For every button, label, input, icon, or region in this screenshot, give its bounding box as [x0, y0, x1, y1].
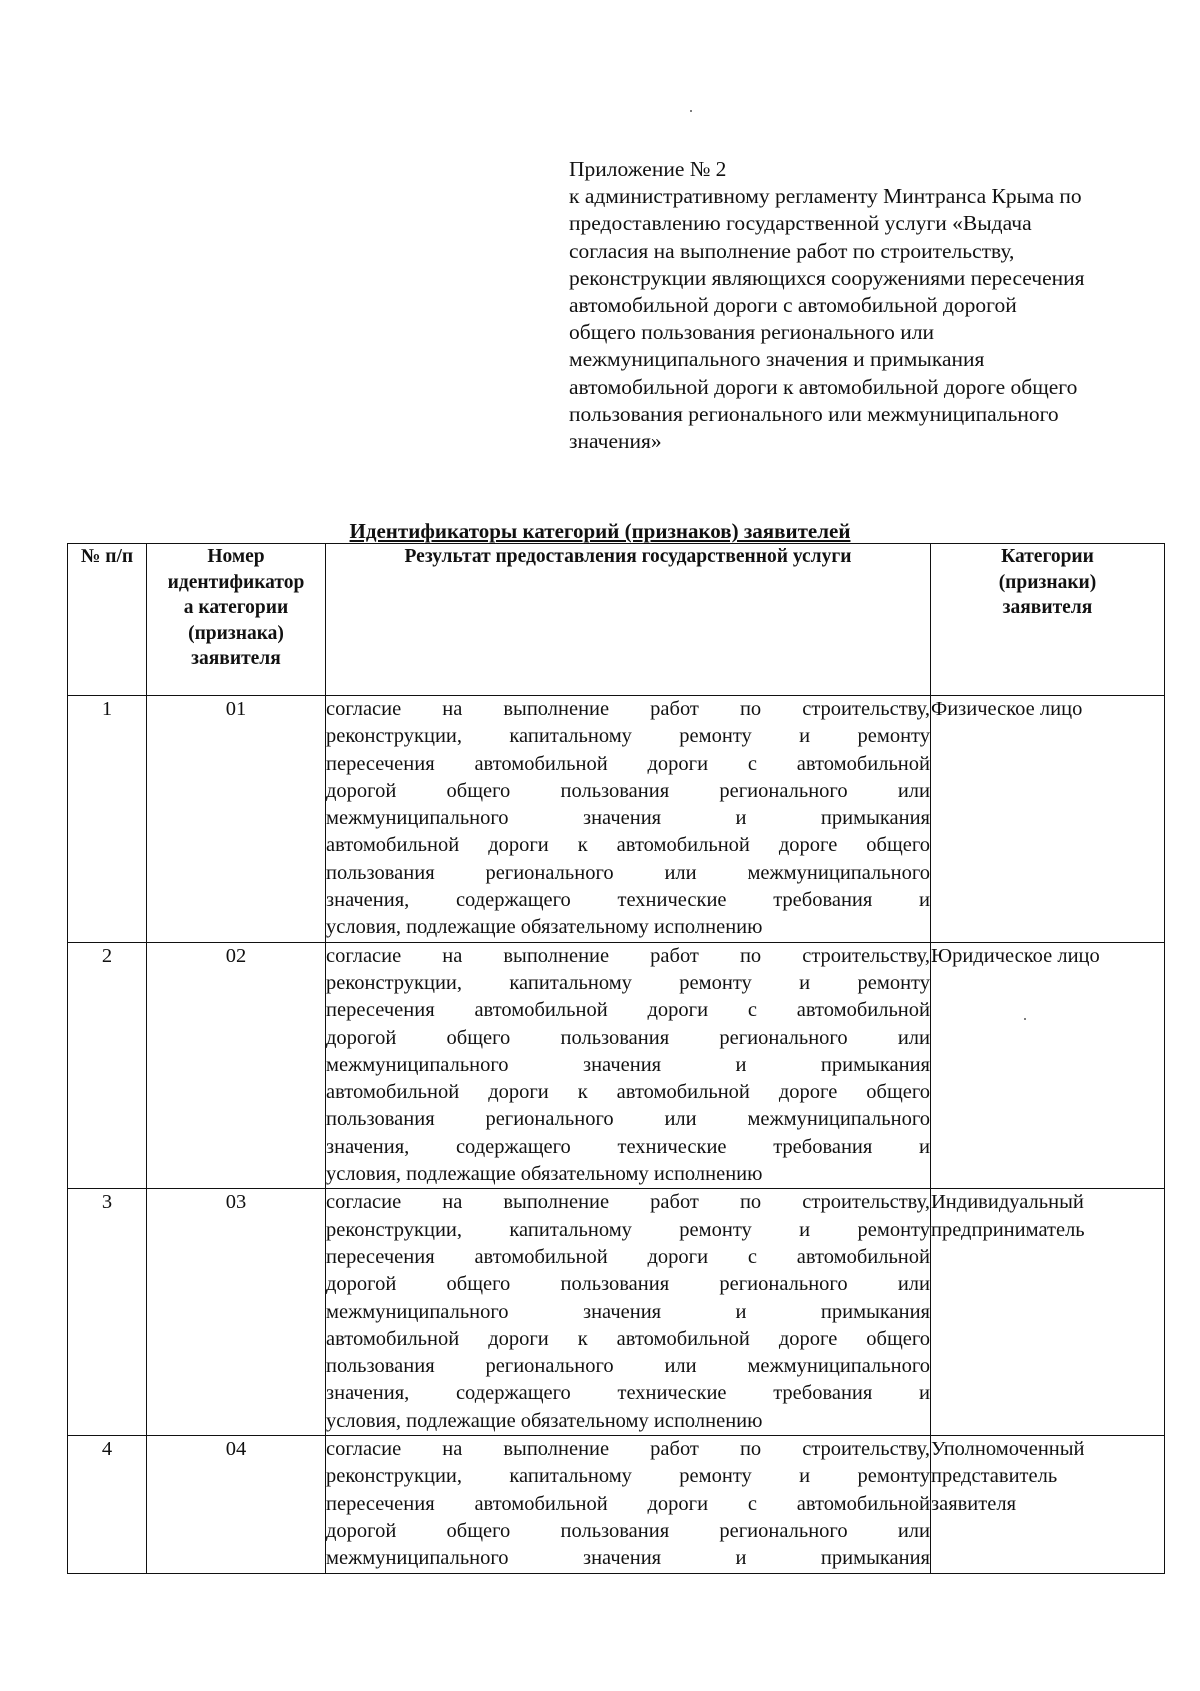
- header-identifier-line: а категории: [183, 597, 289, 618]
- row-result: [326, 942, 931, 1189]
- result-text-line: условия, подлежащие обязательному исполнению: [326, 916, 763, 939]
- table-row: [68, 1189, 1165, 1436]
- annex-line: к административному регламенту Минтранса Крыма по: [569, 184, 1082, 209]
- table-header-row: [68, 544, 1165, 696]
- annex-heading: [569, 156, 1169, 455]
- result-text-line: автомобильной дороги к автомобильной дороге общего: [326, 1081, 930, 1104]
- header-identifier-line: заявителя: [191, 648, 281, 669]
- result-text-line: пользования регионального или межмуниципального: [326, 1108, 930, 1131]
- result-text-line: дорогой общего пользования регионального или: [326, 779, 930, 802]
- category-line: Уполномоченный: [931, 1438, 1085, 1461]
- row-category: [931, 696, 1165, 943]
- result-text-line: реконструкции, капитальному ремонту и ремонту: [326, 971, 930, 994]
- result-text-line: межмуниципального значения и примыкания: [326, 1300, 930, 1323]
- result-text-line: условия, подлежащие обязательному исполнению: [326, 1163, 763, 1186]
- result-text-line: межмуниципального значения и примыкания: [326, 1053, 930, 1076]
- category-line: Индивидуальный: [931, 1191, 1084, 1214]
- header-identifier: [147, 544, 326, 696]
- category-line: представитель: [931, 1465, 1058, 1488]
- annex-line: пользования регионального или межмуниципального: [569, 401, 1059, 426]
- header-num: № п/п: [68, 544, 147, 696]
- annex-line: согласия на выполнение работ по строительству,: [569, 238, 1015, 263]
- header-identifier-line: (признака): [188, 622, 284, 644]
- row-identifier: 01: [147, 696, 326, 943]
- result-text-line: согласие на выполнение работ по строительству,: [326, 1438, 930, 1461]
- row-result: [326, 1436, 931, 1573]
- row-identifier: 04: [147, 1436, 326, 1573]
- result-text-line: пересечения автомобильной дороги с автомобильной: [326, 1245, 930, 1268]
- annex-line: предоставлению государственной услуги «Выдача: [569, 211, 1032, 236]
- header-result: Результат предоставления государственной услуги: [326, 544, 931, 696]
- header-category-line: Категории: [1001, 546, 1094, 567]
- result-text-line: дорогой общего пользования регионального или: [326, 1026, 930, 1049]
- result-text-line: дорогой общего пользования регионального или: [326, 1519, 930, 1542]
- result-text-line: дорогой общего пользования регионального или: [326, 1273, 930, 1296]
- category-line: Юридическое лицо: [931, 944, 1100, 967]
- header-category-line: заявителя: [1002, 597, 1093, 618]
- row-number: 4: [68, 1436, 147, 1573]
- annex-line: автомобильной дороги к автомобильной дороге общего: [569, 374, 1078, 399]
- annex-line: реконструкции являющихся сооружениями пересечения: [569, 265, 1085, 290]
- result-text-line: пересечения автомобильной дороги с автомобильной: [326, 1492, 930, 1515]
- header-identifier-line: Номер: [207, 546, 265, 567]
- row-category: [931, 942, 1165, 1189]
- row-category: [931, 1189, 1165, 1436]
- result-text-line: автомобильной дороги к автомобильной дороге общего: [326, 834, 930, 857]
- row-identifier: 03: [147, 1189, 326, 1436]
- category-line: предприниматель: [931, 1218, 1085, 1241]
- table-title: Идентификаторы категорий (признаков) заявителей: [349, 519, 851, 543]
- table-row: [68, 1436, 1165, 1573]
- result-text-line: реконструкции, капитальному ремонту и ремонту: [326, 1218, 930, 1241]
- header-category-line: (признаки): [998, 571, 1097, 593]
- result-text-line: межмуниципального значения и примыкания: [326, 807, 930, 830]
- row-number: 3: [68, 1189, 147, 1436]
- result-text-line: значения, содержащего технические требования и: [326, 889, 930, 912]
- result-text-line: условия, подлежащие обязательному исполнению: [326, 1409, 763, 1432]
- annex-line: межмуниципального значения и примыкания: [569, 347, 985, 372]
- result-text-line: межмуниципального значения и примыкания: [326, 1547, 930, 1570]
- row-result: [326, 1189, 931, 1436]
- table-row: [68, 696, 1165, 943]
- row-number: 2: [68, 942, 147, 1189]
- result-text-line: пересечения автомобильной дороги с автомобильной: [326, 752, 930, 775]
- result-text-line: согласие на выполнение работ по строительству,: [326, 1191, 930, 1214]
- result-text-line: реконструкции, капитальному ремонту и ремонту: [326, 725, 930, 748]
- row-number: 1: [68, 696, 147, 943]
- applicant-categories-table: [67, 543, 1165, 1574]
- result-text-line: значения, содержащего технические требования и: [326, 1135, 930, 1158]
- annex-line: общего пользования регионального или: [569, 320, 935, 345]
- row-category: [931, 1436, 1165, 1573]
- category-line: Физическое лицо: [931, 698, 1083, 720]
- header-identifier-line: идентификатор: [167, 571, 305, 593]
- annex-line: значения»: [569, 429, 662, 454]
- result-text-line: пользования регионального или межмуниципального: [326, 1355, 930, 1378]
- result-text-line: реконструкции, капитальному ремонту и ремонту: [326, 1465, 930, 1488]
- scan-speck: [690, 110, 692, 112]
- result-text-line: согласие на выполнение работ по строительству,: [326, 698, 930, 720]
- result-text-line: пересечения автомобильной дороги с автомобильной: [326, 999, 930, 1022]
- header-category: [931, 544, 1165, 696]
- row-result: [326, 696, 931, 943]
- category-line: заявителя: [931, 1492, 1016, 1515]
- result-text-line: автомобильной дороги к автомобильной дороге общего: [326, 1327, 930, 1350]
- result-text-line: согласие на выполнение работ по строительству,: [326, 944, 930, 967]
- row-identifier: 02: [147, 942, 326, 1189]
- annex-line: Приложение № 2: [569, 157, 727, 181]
- result-text-line: пользования регионального или межмуниципального: [326, 861, 930, 884]
- result-text-line: значения, содержащего технические требования и: [326, 1382, 930, 1405]
- table-row: [68, 942, 1165, 1189]
- annex-line: автомобильной дороги с автомобильной дорогой: [569, 293, 1017, 318]
